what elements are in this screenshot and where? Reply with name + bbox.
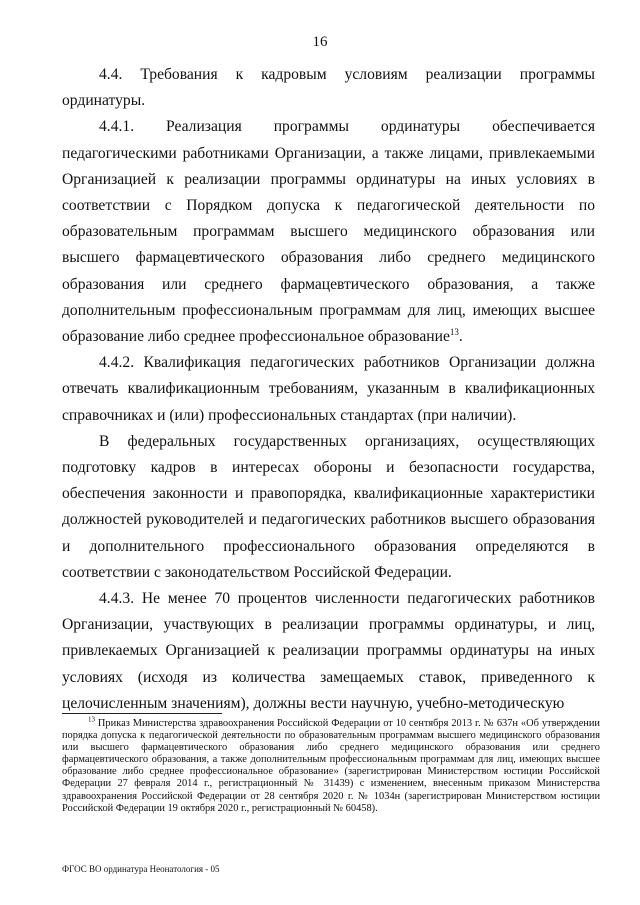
main-text: [62, 62, 595, 717]
document-footer: ФГОС ВО ординатура Неонатология - 05: [62, 864, 220, 874]
footnote: [62, 715, 600, 815]
page-number: 16: [312, 34, 328, 50]
footnote-number: 13: [88, 715, 95, 724]
paragraph-4-4-2: 4.4.2. Квалификация педагогических работников Организации должна отвечать квалификационным требованиям, указанным в квалификационных справочниках и (или) профессиональных стандартах (при наличии).: [62, 354, 595, 424]
paragraph-4-4-3: 4.4.3. Не менее 70 процентов численности педагогических работников Организации, участвующих в реализации программы ординатуры, и лиц, привлекаемых Организацией к реализации программы ординатуры на иных условиях (исходя из количества замещаемых ставок, приведенного к целочисленным значениям), должны вести научную, учебно-методическую: [62, 590, 595, 712]
section-heading: 4.4. Требования к кадровым условиям реализации программы ординатуры.: [62, 66, 595, 110]
paragraph-4-4-2-continued: В федеральных государственных организациях, осуществляющих подготовку кадров в интересах обороны и безопасности государства, обеспечения законности и правопорядка, квалификационные характеристики должностей руководителей и педагогических работников высшего образования и дополнительного профессионального образования определяются в соответствии с законодательством Российской Федерации.: [62, 432, 595, 581]
footnote-text: Приказ Министерства здравоохранения Российской Федерации от 10 сентября 2013 г. № 637н «Об утверждении порядка допуска к педагогической деятельности по образовательным программам высшего медицинского образования или высшего фармацевтического образования либо среднего медицинского образования или среднего фармацевтического образования, а также дополнительным профессиональным программам для лиц, имеющих высшее образование либо среднее профессиональное образование» (зарегистрирован Министерством юстиции Российской Федерации 27 февраля 2014 г., регистрационный № 31439) с изменением, внесенным приказом Министерства здравоохранения Российской Федерации от 28 сентября 2020 г. № 1034н (зарегистрирован Министерством юстиции Российской Федерации 19 октября 2020 г., регистрационный № 60458).: [62, 718, 600, 814]
paragraph-4-4-1-end: .: [458, 328, 463, 346]
footnote-divider: [62, 713, 222, 714]
paragraph-4-4-1: [62, 114, 595, 350]
paragraph-4-4-1-text: 4.4.1. Реализация программы ординатуры обеспечивается педагогическими работниками Организации, а также лицами, привлекаемыми Организацией к реализации программы ординатуры на иных условиях в соответствии с Порядком допуска к педагогической деятельности по образовательным программам высшего медицинского образования или высшего фармацевтического образования либо среднего медицинского образования или среднего фармацевтического образования, а также дополнительным профессиональным программам для лиц, имеющих высшее образование либо среднее профессиональное образование: [62, 118, 595, 346]
footnote-reference: 13: [449, 326, 459, 337]
